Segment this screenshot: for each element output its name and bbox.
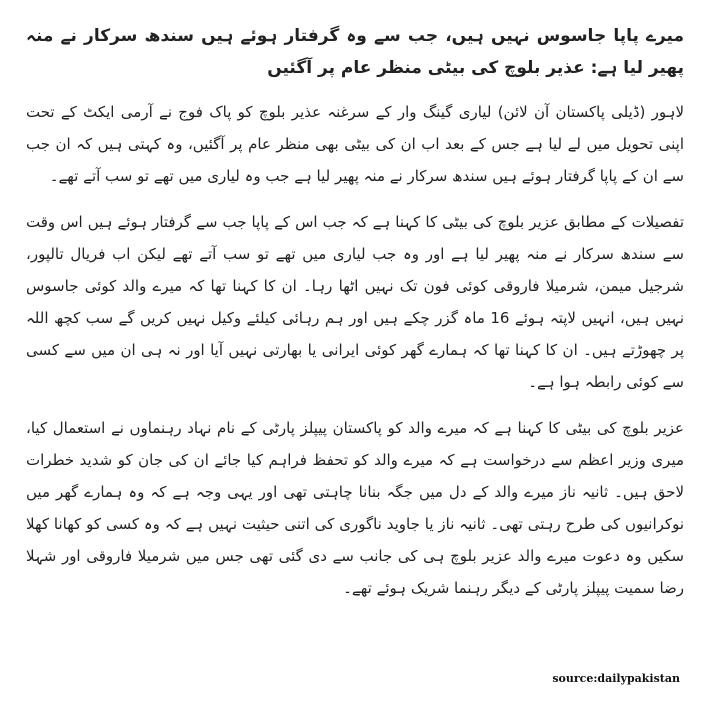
article-paragraph-2: تفصیلات کے مطابق عزیر بلوچ کی بیٹی کا کہنا ہے کہ جب اس کے پاپا جب سے گرفتار ہوئے ہیں اس وقت سے سندھ سرکار نے منہ پھیر لیا ہے اور وہ جب لیاری میں تھے تو سب آتے تھے لیکن اب فریال تالپور، شرجیل میمن، شرمیلا فاروقی کوئی فون تک نہیں اٹھا رہا۔ ان کا کہنا تھا کہ میرے والد کوئی جاسوس نہیں ہیں، انہیں لاپتہ ہوئے 16 ماہ گزر چکے ہیں اور ہم رہائی کیلئے وکیل نہیں کریں گے سب کچھ اللہ پر چھوڑتے ہیں۔ ان کا کہنا تھا کہ ہمارے گھر کوئی ایرانی یا بھارتی نہیں آیا اور نہ ہی ان میں سے کسی سے کوئی رابطہ ہوا ہے۔ — [26, 213, 684, 391]
source-credit: source:dailypakistan — [552, 672, 680, 685]
article-headline: میرے پاپا جاسوس نہیں ہیں، جب سے وہ گرفتار ہوئے ہیں سندھ سرکار نے منہ پھیر لیا ہے: عذیر بلوچ کی بیٹی منظر عام پر آگئیں — [26, 26, 684, 78]
article-paragraph-1: لاہور (ڈیلی پاکستان آن لائن) لیاری گینگ وار کے سرغنہ عذیر بلوچ کو پاک فوج نے آرمی ایکٹ کے تحت اپنی تحویل میں لے لیا ہے جس کے بعد اب ان کی بیٹی بھی منظر عام پر آگئیں، وہ کہتی ہیں کہ ان جب سے ان کے پاپا گرفتار ہوئے ہیں سندھ سرکار نے منہ پھیر لیا ہے جب وہ لیاری میں تھے تو سب آتے تھے۔ — [26, 103, 684, 185]
article-body — [26, 20, 684, 618]
article-paragraph-3: عزیر بلوچ کی بیٹی کا کہنا ہے کہ میرے والد کو پاکستان پیپلز پارٹی کے نام نہاد رہنماوں نے استعمال کیا، میری وزیر اعظم سے درخواست ہے کہ میرے والد کو تحفظ فراہم کیا جائے ان کی جان کو شدید خطرات لاحق ہیں۔ ثانیہ ناز میرے والد کے دل میں جگہ بنانا چاہتی تھی اور یہی وجہ ہے کہ وہ ہمارے گھر میں نوکرانیوں کی طرح رہتی تھی۔ ثانیہ ناز یا جاوید ناگوری کی اتنی حیثیت نہیں ہے کہ وہ کسی کو کھانا کھلا سکیں وہ دعوت میرے والد عزیر بلوچ ہی کی جانب سے دی گئی تھی جس میں شرمیلا فاروقی اور شہلا رضا سمیت پیپلز پارٹی کے دیگر رہنما شریک ہوئے تھے۔ — [26, 419, 684, 597]
